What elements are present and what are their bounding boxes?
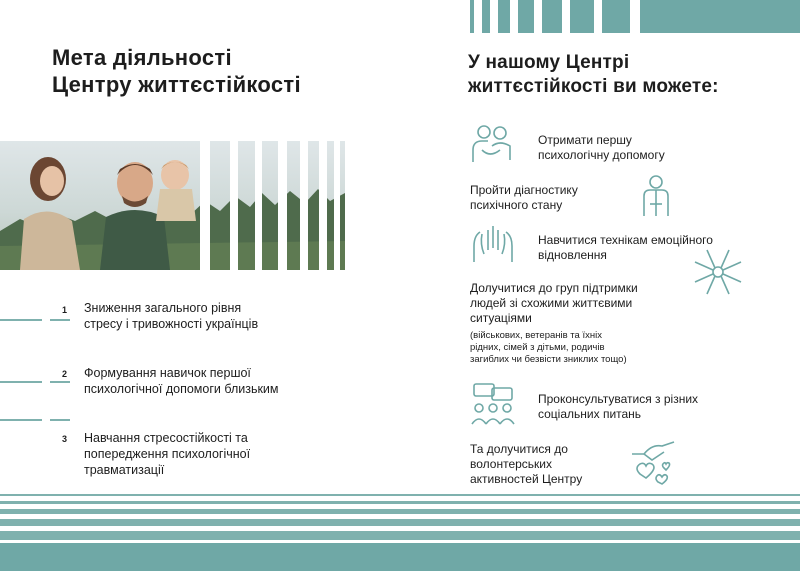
goal-number: 3	[62, 434, 68, 444]
goal-divider	[0, 419, 42, 421]
service-item	[538, 133, 665, 163]
goal-line: попередження психологічної	[84, 447, 251, 461]
goal-number: 1	[62, 305, 68, 315]
goal-divider	[50, 319, 70, 321]
right-title-line2: життєстійкості ви можете:	[468, 76, 719, 97]
goal-line: Навчання стресостійкості та	[84, 431, 248, 445]
right-title	[468, 51, 719, 99]
note-line: загиблих чи безвісти зниклих тощо)	[470, 354, 627, 365]
goal-divider	[0, 319, 42, 321]
right-title-line1: У нашому Центрі	[468, 52, 630, 73]
note-line: (військових, ветеранів та їхніх	[470, 330, 602, 341]
note-line: рідних, сімей з дітьми, родичів	[470, 342, 605, 353]
service-line: ситуаціями	[470, 311, 532, 325]
support-people-icon	[470, 124, 516, 164]
goal-line: травматизації	[84, 463, 165, 477]
service-item	[470, 281, 638, 326]
service-item	[470, 442, 582, 487]
goal-number: 2	[62, 369, 68, 379]
service-line: людей зі схожими життєвими	[470, 296, 633, 310]
service-item	[538, 233, 713, 263]
service-line: Та долучитися до	[470, 442, 568, 456]
left-title-line2: Центру життєстійкості	[52, 72, 301, 97]
goal-line: стресу і тривожності українців	[84, 317, 259, 331]
chat-people-icon	[470, 382, 516, 426]
goal-divider	[50, 381, 70, 383]
service-line: відновлення	[538, 248, 607, 262]
service-line: Долучитися до груп підтримки	[470, 281, 638, 295]
service-line: Пройти діагностику	[470, 183, 578, 197]
left-title-line1: Мета діяльності	[52, 45, 232, 70]
service-line: психічного стану	[470, 198, 563, 212]
left-title	[52, 44, 301, 98]
goal-line: Формування навичок першої	[84, 366, 251, 380]
service-line: соціальних питань	[538, 407, 642, 421]
hands-icon	[470, 224, 516, 264]
service-line: активностей Центру	[470, 472, 583, 486]
service-item	[538, 392, 698, 422]
service-item	[470, 183, 578, 213]
service-line: Навчитися технікам емоційного	[538, 233, 713, 247]
service-line: Проконсультуватися з різних	[538, 392, 699, 406]
hand-hearts-icon	[630, 438, 678, 486]
goal-divider	[50, 419, 70, 421]
service-line: волонтерських	[470, 457, 553, 471]
goal-divider	[0, 381, 42, 383]
goal-line: Зниження загального рівня	[84, 301, 242, 315]
family-photo	[0, 141, 345, 270]
goal-line: психологічної допомоги близьким	[84, 382, 279, 396]
service-note	[470, 330, 627, 366]
joined-hands-icon	[693, 248, 743, 296]
service-line: психологічну допомогу	[538, 148, 665, 162]
person-diagnostic-icon	[638, 174, 674, 218]
service-line: Отримати першу	[538, 133, 632, 147]
